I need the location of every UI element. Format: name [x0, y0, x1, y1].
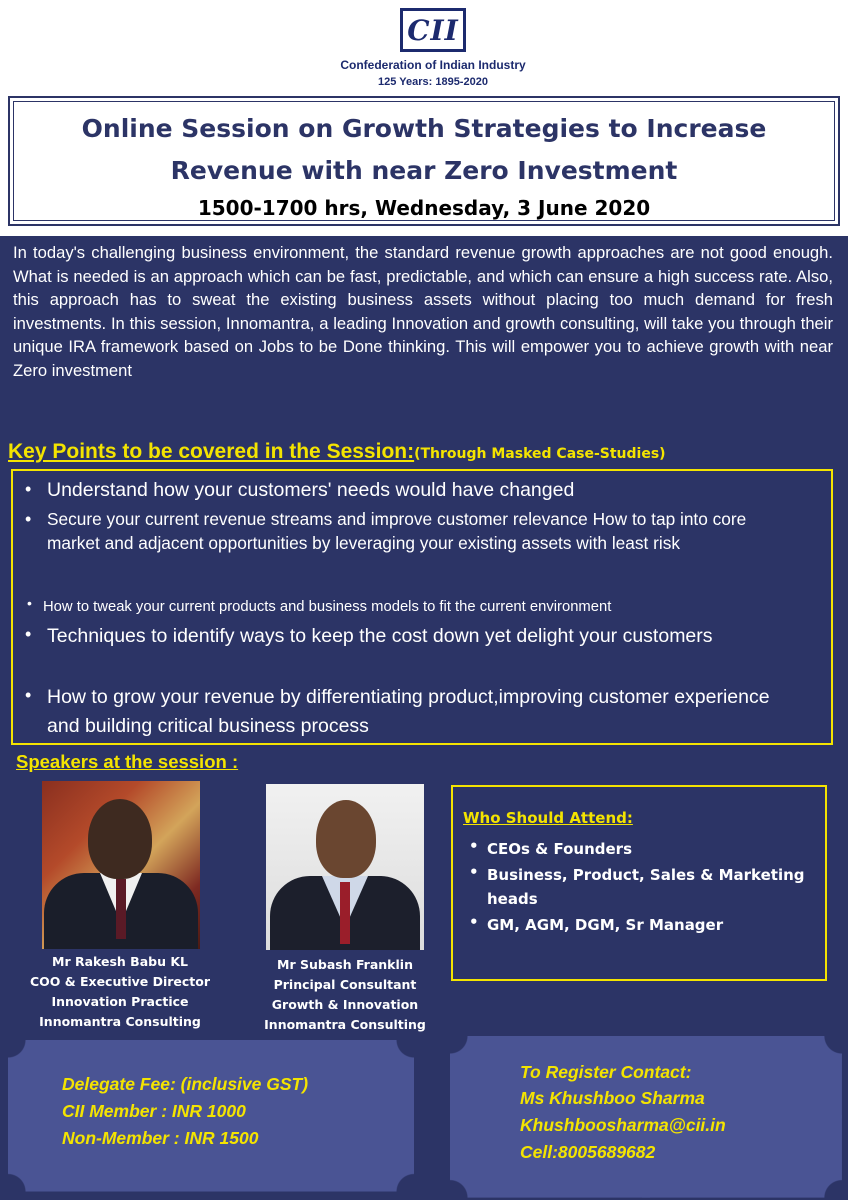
head-shape	[88, 799, 152, 879]
speaker-dept: Innovation Practice	[51, 994, 189, 1009]
session-datetime: 1500-1700 hrs, Wednesday, 3 June 2020	[197, 196, 651, 220]
org-years: 125 Years: 1895-2020	[378, 76, 488, 88]
bullet-icon: •	[469, 837, 479, 855]
org-name: Confederation of Indian Industry	[340, 58, 526, 72]
fee-member: CII Member : INR 1000	[62, 1101, 246, 1121]
speaker-name: Mr Subash Franklin	[277, 957, 413, 972]
key-point-text: Understand how your customers' needs would have changed	[47, 479, 575, 501]
bullet-icon: •	[469, 863, 479, 881]
speaker-dept: Growth & Innovation	[271, 997, 419, 1012]
key-points-title: Key Points to be covered in the Session:	[8, 440, 415, 463]
contact-email[interactable]: Khushboosharma@cii.in	[520, 1115, 726, 1135]
bullet-icon: •	[25, 624, 32, 644]
speaker-company: Innomantra Consulting	[39, 1014, 201, 1029]
speaker-photo-rakesh	[42, 781, 200, 949]
bullet-icon: •	[469, 913, 479, 931]
key-point-text: Techniques to identify ways to keep the cost down yet delight your customers	[47, 625, 713, 647]
bullet-icon: •	[25, 479, 32, 499]
key-points-subtitle: (Through Masked Case-Studies)	[414, 446, 666, 462]
speaker-caption-subash	[245, 955, 445, 1035]
title-line-1: Online Session on Growth Strategies to Increase	[81, 114, 767, 143]
register-heading: To Register Contact:	[520, 1062, 692, 1082]
cii-logo	[400, 8, 466, 52]
fee-non-member: Non-Member : INR 1500	[62, 1128, 259, 1148]
attendee-type: Business, Product, Sales & Marketing heads	[487, 866, 805, 908]
page-title	[20, 108, 828, 192]
fee-heading: Delegate Fee: (inclusive GST)	[62, 1074, 309, 1094]
key-point-text: How to tweak your current products and business models to fit the current environment	[43, 599, 612, 615]
attendee-type: CEOs & Founders	[487, 840, 632, 858]
tie-shape	[116, 879, 126, 939]
header-band	[0, 0, 848, 236]
intro-paragraph: In today's challenging business environment, the standard revenue growth approaches are not good enough. What is needed is an approach which can be fast, predictable, and which can ensure a high success rate. Also, this approach has to sweat the existing business assets without placing too much demand for fresh investments. In this session, Innomantra, a leading Innovation and growth consulting, will take you through their unique IRA framework based on Jobs to be Done thinking. This will empower you to achieve growth with near Zero investment	[13, 243, 833, 380]
key-points-box	[11, 469, 833, 745]
title-line-2: Revenue with near Zero Investment	[170, 156, 678, 185]
key-point-text: Secure your current revenue streams and improve customer relevance How to tap into core market and adjacent opportunities by leveraging your existing assets with least risk	[47, 509, 747, 553]
contact-phone[interactable]: Cell:8005689682	[520, 1142, 656, 1162]
key-points-heading	[8, 440, 848, 464]
speaker-role: Principal Consultant	[273, 977, 417, 992]
tie-shape	[340, 882, 350, 944]
logo-text: CII	[407, 13, 459, 47]
who-should-attend-box	[451, 785, 827, 981]
contact-name: Ms Khushboo Sharma	[520, 1088, 705, 1108]
head-shape	[316, 800, 376, 878]
key-point-text: How to grow your revenue by differentiating product,improving customer experience and building critical business process	[47, 686, 770, 737]
attendee-type: GM, AGM, DGM, Sr Manager	[487, 916, 724, 934]
bullet-icon: •	[25, 509, 32, 529]
who-should-attend-heading: Who Should Attend:	[463, 809, 633, 827]
speaker-name: Mr Rakesh Babu KL	[52, 954, 188, 969]
speaker-role: COO & Executive Director	[29, 974, 211, 989]
speaker-company: Innomantra Consulting	[264, 1017, 426, 1032]
speaker-caption-rakesh	[20, 952, 220, 1032]
bullet-icon: •	[27, 595, 32, 611]
bullet-icon: •	[25, 685, 32, 705]
speakers-heading: Speakers at the session :	[16, 751, 239, 772]
speaker-photo-subash	[266, 784, 424, 950]
